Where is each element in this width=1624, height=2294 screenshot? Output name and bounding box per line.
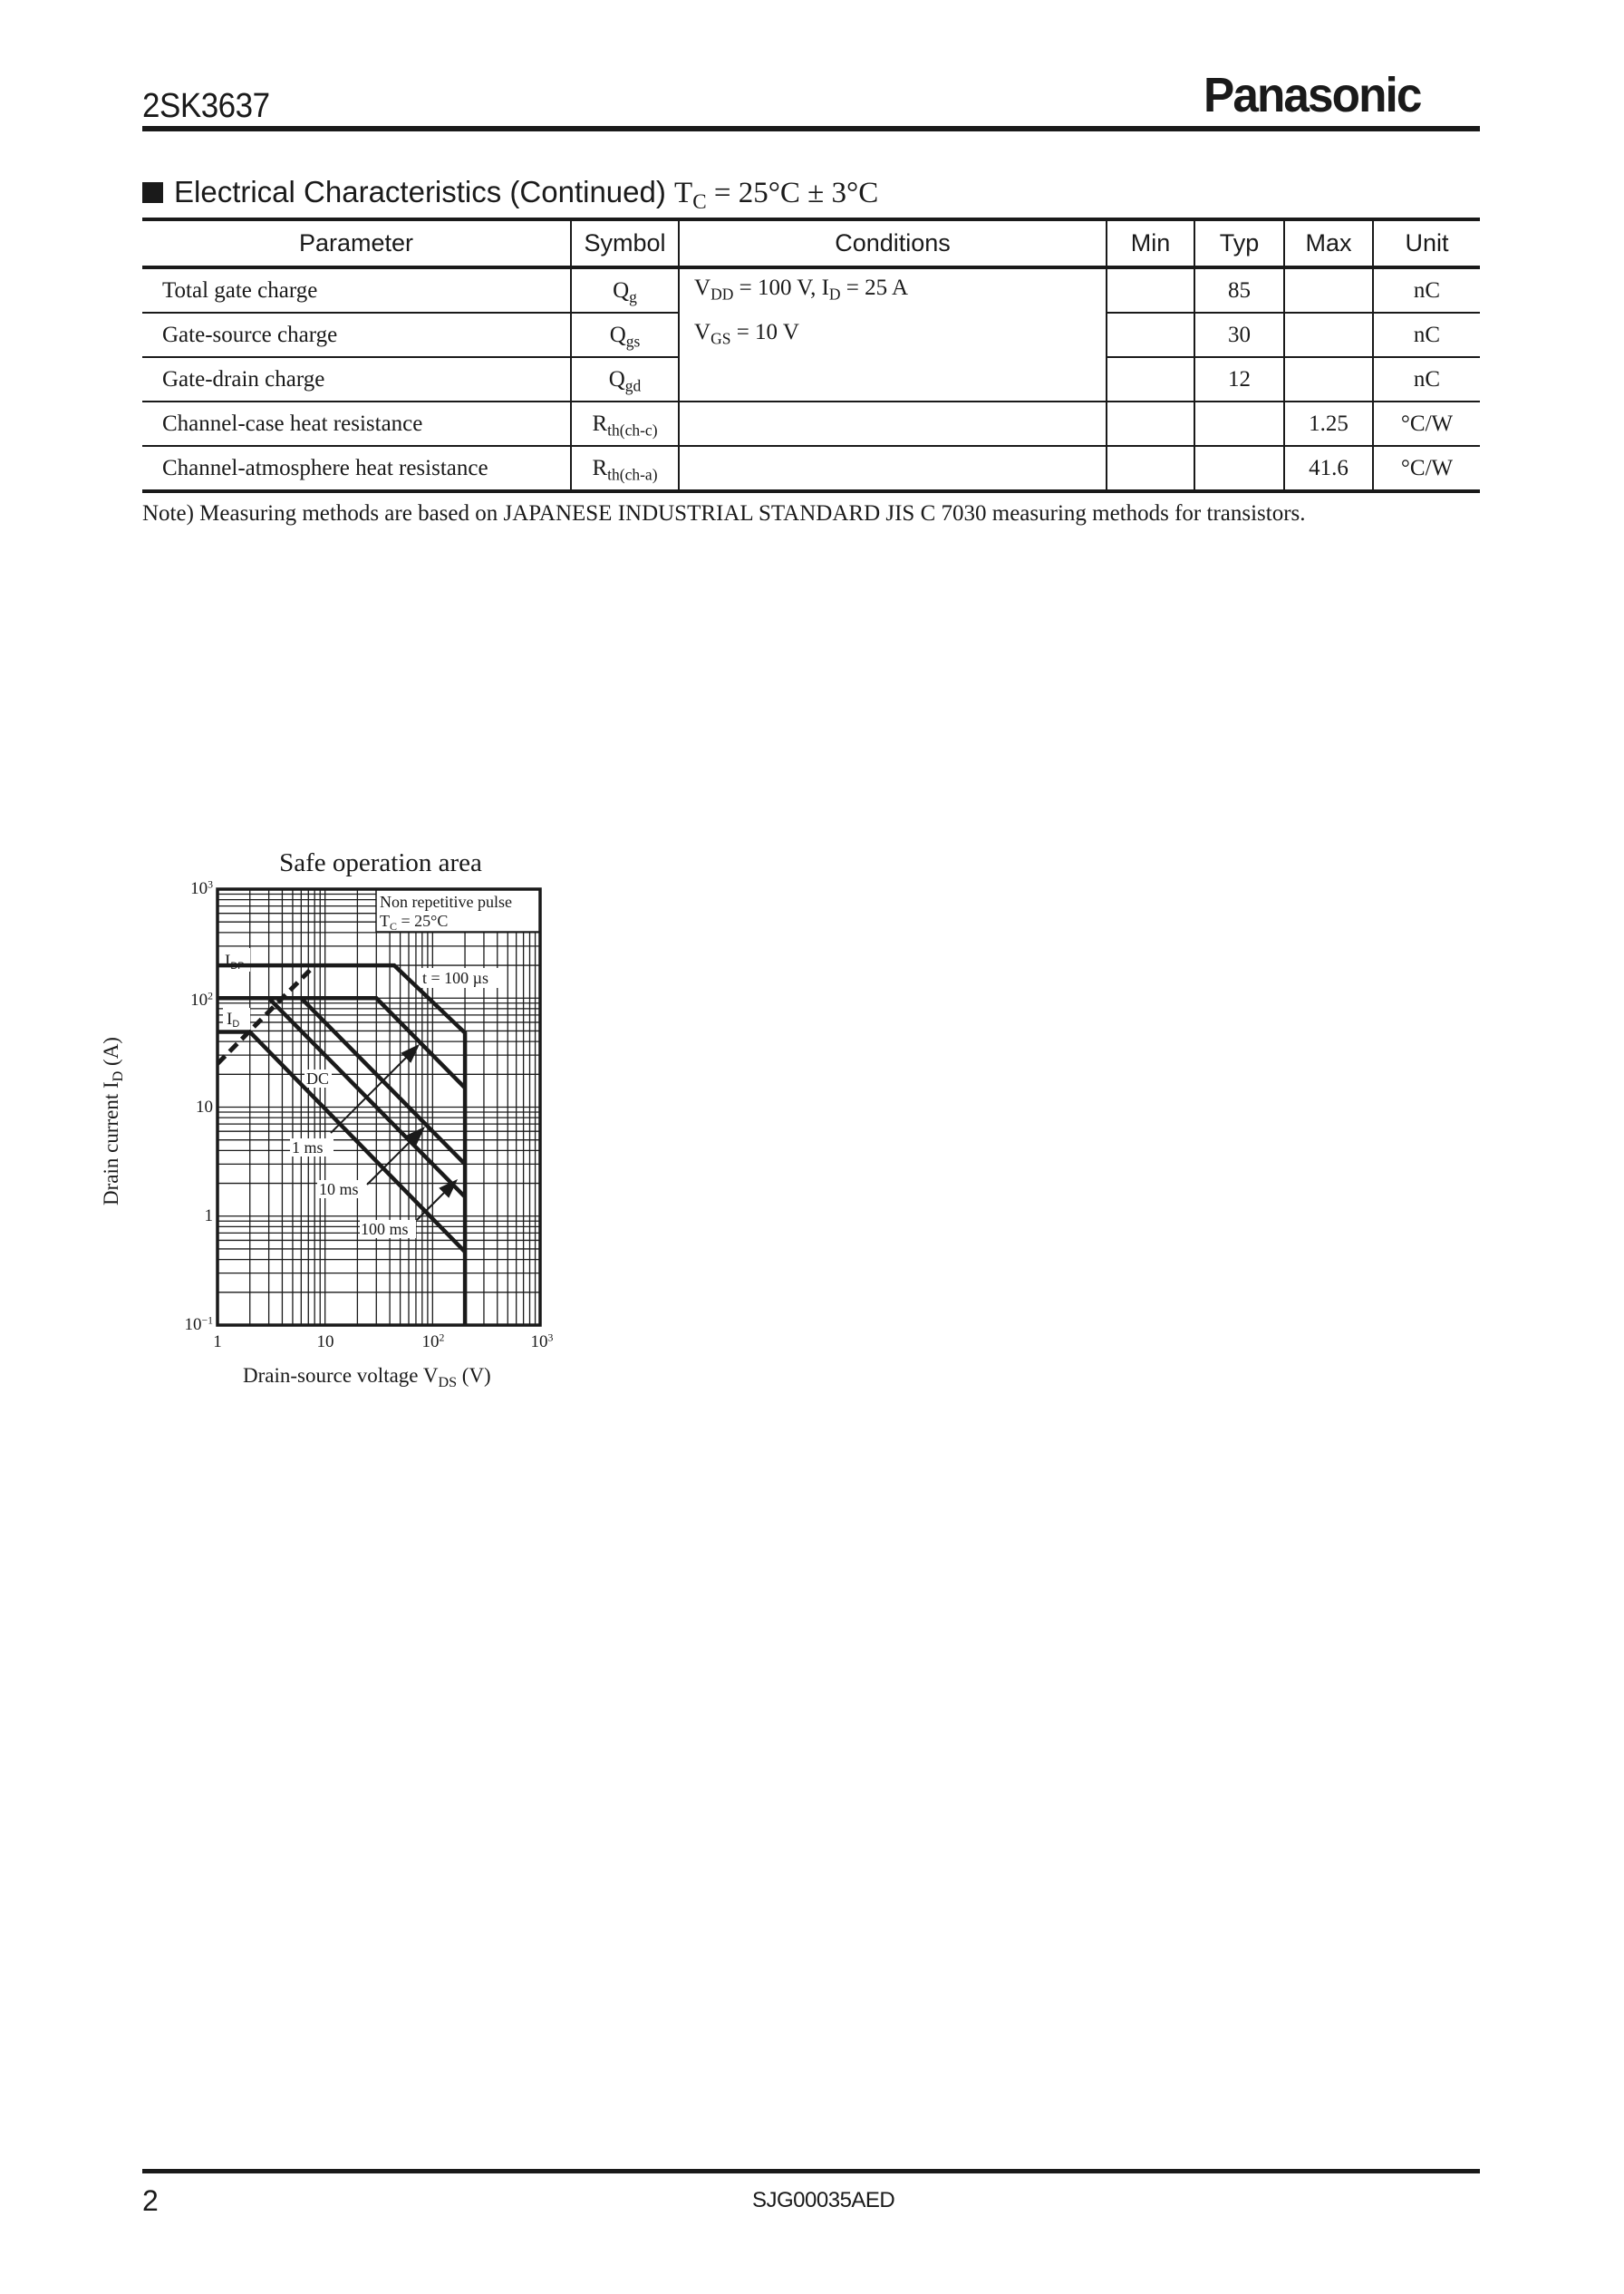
xtick-1000: $10^3$ — [530, 1331, 554, 1351]
cell-parameter: Gate-drain charge — [142, 357, 571, 402]
ytick-1: 1 — [204, 1206, 213, 1225]
ytick-100: $10^2$ — [190, 990, 213, 1010]
measurement-note: Note) Measuring methods are based on JAPANESE INDUSTRIAL STANDARD JIS C 7030 measuring methods for transistors. — [142, 501, 1306, 526]
legend-text-pulse: Non repetitive pulse — [380, 893, 512, 911]
y-axis-label: Drain current $I_D$ (A) — [100, 1037, 126, 1205]
cell-conditions: $V_{DD} = 100$ V, $I_D = 25$ A $V_{GS} = 10$ V — [679, 267, 1107, 402]
xtick-1: 1 — [213, 1332, 222, 1351]
col-header-max: Max — [1284, 219, 1373, 267]
cell-unit: °C/W — [1373, 446, 1480, 491]
label-100ms: 100 ms — [361, 1220, 409, 1238]
col-header-min: Min — [1107, 219, 1194, 267]
col-header-typ: Typ — [1194, 219, 1284, 267]
cell-parameter: Channel-atmosphere heat resistance — [142, 446, 571, 491]
cell-parameter: Total gate charge — [142, 267, 571, 313]
label-idp: IDP — [225, 952, 245, 972]
label-dc: DC — [306, 1070, 330, 1088]
x-axis-label: Drain-source voltage $V_{DS}$ (V) — [243, 1364, 491, 1390]
col-header-symbol: Symbol — [571, 219, 679, 267]
cell-symbol: $R_{th(ch-c)}$ — [571, 402, 679, 446]
cell-parameter: Gate-source charge — [142, 313, 571, 357]
document-id: SJG00035AED — [752, 2188, 895, 2212]
cell-max: 1.25 — [1284, 402, 1373, 446]
cell-unit: nC — [1373, 267, 1480, 313]
label-100us: t = 100 µs — [422, 969, 489, 987]
label-id: ID — [227, 1010, 240, 1030]
xtick-10: 10 — [316, 1332, 334, 1351]
cell-max: 41.6 — [1284, 446, 1373, 491]
cell-typ: 30 — [1194, 313, 1284, 357]
part-number: 2SK3637 — [142, 87, 270, 125]
cell-symbol: $Q_g$ — [571, 267, 679, 313]
cell-unit: nC — [1373, 313, 1480, 357]
col-header-parameter: Parameter — [142, 219, 571, 267]
xtick-100: $10^2$ — [421, 1331, 445, 1351]
col-header-conditions: Conditions — [679, 219, 1107, 267]
section-title: Electrical Characteristics (Continued) $T_C = 25^\circ C \pm 3^\circ C$ — [142, 175, 878, 210]
chart-title: Safe operation area — [279, 848, 482, 877]
cell-parameter: Channel-case heat resistance — [142, 402, 571, 446]
cell-symbol: $R_{th(ch-a)}$ — [571, 446, 679, 491]
label-1ms: 1 ms — [292, 1138, 324, 1157]
ytick-10: 10 — [196, 1098, 213, 1117]
brand-logo: Panasonic — [1204, 68, 1421, 122]
cell-unit: nC — [1373, 357, 1480, 402]
col-header-unit: Unit — [1373, 219, 1480, 267]
label-10ms: 10 ms — [319, 1180, 359, 1198]
temperature-condition: $T_C = 25^\circ C \pm 3^\circ C$ — [674, 177, 879, 213]
cell-typ: 12 — [1194, 357, 1284, 402]
ytick-1000: $10^3$ — [190, 878, 213, 898]
cell-symbol: $Q_{gd}$ — [571, 357, 679, 402]
cell-unit: °C/W — [1373, 402, 1480, 446]
footer-rule — [142, 2169, 1480, 2173]
cell-symbol: $Q_{gs}$ — [571, 313, 679, 357]
ytick-0.1: $10^{-1}$ — [184, 1314, 213, 1334]
legend-text-tc: $T_C = 25^\circ C$ — [380, 912, 449, 933]
cell-typ: 85 — [1194, 267, 1284, 313]
page-number: 2 — [142, 2184, 159, 2217]
